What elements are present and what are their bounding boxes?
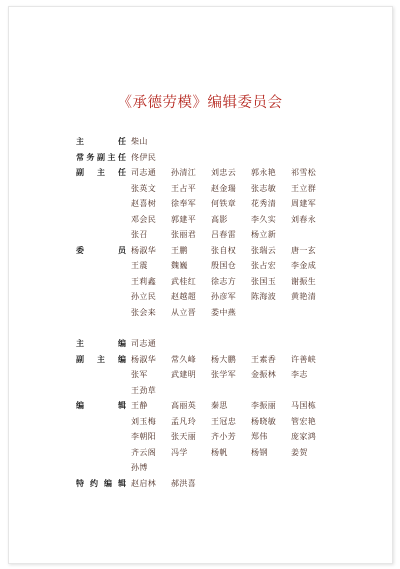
member-name: 王劲草 [131,385,157,395]
roster-row [76,336,336,352]
member-name: 秦思 [211,401,228,410]
member-name: 齐小芳 [211,432,237,441]
member-names [131,460,171,476]
member-name: 柴山 [131,137,148,146]
member-name: 司志通 [131,339,157,348]
role-label [76,460,126,476]
member-name: 张丽君 [171,230,197,239]
role-label [76,181,126,197]
member-name: 武桂红 [171,276,197,286]
member-name: 张召 [131,230,148,239]
role-label [76,398,126,414]
member-name: 祁雪松 [291,168,317,177]
role-label-char: 主 [107,152,116,162]
member-names [131,150,171,166]
member-name: 武建明 [171,370,197,379]
member-names [131,383,171,399]
role-label-char: 任 [118,137,126,147]
member-name: 杨立新 [251,230,277,239]
member-name: 刘忠云 [211,168,237,177]
role-label-char: 主 [76,339,84,349]
member-name: 杨晓敏 [251,416,277,426]
member-names [131,336,171,352]
member-names [131,289,331,305]
role-label-char: 主 [97,354,105,364]
role-label [76,352,126,368]
member-name: 李朝阳 [131,432,157,441]
member-name: 何铁章 [211,199,237,208]
role-label [76,212,126,228]
member-name: 齐云阁 [131,447,157,457]
member-name: 孙立民 [131,292,157,301]
member-names [131,258,331,274]
role-label [76,258,126,274]
role-label-char: 编 [104,478,112,488]
roster-row [76,398,336,414]
role-label-char: 编 [76,401,84,411]
member-name: 庞家鸿 [291,432,317,441]
member-name: 黄艳清 [291,292,317,301]
member-name: 孟凡玲 [171,416,197,426]
member-name: 徐志方 [211,276,237,286]
roster-row [76,429,336,445]
member-name: 王素香 [251,354,277,364]
member-name: 张瑞云 [251,245,277,255]
member-name: 张学军 [211,370,237,379]
roster-row [76,165,336,181]
member-names [131,196,331,212]
member-name: 张自权 [211,245,237,255]
member-names [131,305,251,321]
member-name: 周建军 [291,199,317,208]
member-name: 张会来 [131,307,157,317]
member-name: 孙彦军 [211,292,237,301]
member-names [131,367,331,383]
member-name: 王静 [131,401,148,410]
role-label-char: 副 [97,152,105,162]
member-name: 刘玉梅 [131,416,157,426]
member-names [131,476,211,492]
member-name: 吕春雷 [211,230,237,239]
member-names [131,212,331,228]
member-names [131,134,171,150]
role-label [76,227,126,243]
role-label-char: 辑 [118,401,126,411]
member-name: 赵启林 [131,478,157,488]
roster-row [76,243,336,259]
editorial-section [76,336,336,491]
member-name: 常久峰 [171,354,197,364]
member-name: 王占平 [171,183,197,193]
member-name: 郑伟 [251,432,268,441]
member-name: 刘春永 [291,214,317,224]
member-name: 李金成 [291,261,317,270]
member-name: 高丽英 [171,401,197,410]
member-name: 张志敏 [251,183,277,193]
roster-row [76,212,336,228]
member-name: 张国玉 [251,276,277,286]
member-name: 金振林 [251,370,277,379]
roster-row [76,476,336,492]
role-label [76,414,126,430]
roster-row [76,181,336,197]
member-name: 杨大鹏 [211,354,237,364]
role-label [76,445,126,461]
roster-row [76,414,336,430]
member-name: 杨淑华 [131,354,157,364]
role-label [76,150,126,166]
member-names [131,243,331,259]
role-label-char: 约 [90,478,98,488]
member-name: 管宏艳 [291,416,317,426]
roster-row [76,227,336,243]
member-names [131,181,331,197]
member-name: 花秀清 [251,199,277,208]
roster-row [76,258,336,274]
roster-row [76,445,336,461]
member-name: 马国栋 [291,401,317,410]
role-label-char: 辑 [118,478,126,488]
member-name: 徐奉军 [171,199,197,208]
role-label-char: 任 [118,152,126,162]
roster-row [76,352,336,368]
role-label-char: 常 [76,152,84,162]
member-name: 王立群 [291,183,317,193]
member-name: 赵喜树 [131,199,157,208]
role-label-char: 副 [76,354,84,364]
member-name: 杨帆 [211,447,228,457]
role-label [76,165,126,181]
committee-section [76,134,336,320]
role-label [76,134,126,150]
member-name: 姜贺 [291,447,308,457]
member-name: 赵越超 [171,292,197,301]
member-name: 张军 [131,370,148,379]
member-name: 郭永艳 [251,168,277,177]
member-names [131,274,331,290]
member-name: 冯学 [171,447,188,457]
member-name: 孙博 [131,463,148,472]
member-name: 王震 [131,261,148,270]
role-label-char: 副 [76,168,84,178]
member-name: 李志 [291,370,308,379]
role-label [76,429,126,445]
member-names [131,398,331,414]
member-name: 赵金瑞 [211,183,237,193]
member-names [131,227,291,243]
roster-row [76,367,336,383]
member-name: 许善峡 [291,354,317,364]
member-names [131,429,331,445]
role-label [76,336,126,352]
role-label-char: 委 [76,245,84,255]
member-name: 孙清江 [171,168,197,177]
role-label-char: 特 [76,478,84,488]
member-name: 张英文 [131,183,157,193]
role-label-char: 编 [118,339,126,349]
role-label-char: 主 [97,168,105,178]
roster-row [76,196,336,212]
member-names [131,445,331,461]
member-name: 杨淑华 [131,245,157,255]
role-label-char: 员 [118,245,126,255]
member-name: 郝洪喜 [171,478,197,488]
role-label [76,243,126,259]
member-name: 张天丽 [171,432,197,441]
member-name: 王莉鑫 [131,276,157,286]
member-name: 高影 [211,214,228,224]
member-name: 司志通 [131,168,157,177]
page-title: 《承德劳模》编辑委员会 [117,95,283,111]
member-names [131,352,331,368]
member-name: 谢振生 [291,276,317,286]
role-label-char: 主 [76,137,84,147]
roster-row [76,383,336,399]
role-label [76,274,126,290]
role-label [76,383,126,399]
role-label-char: 务 [86,152,95,162]
roster-row [76,305,336,321]
member-name: 李久实 [251,214,277,224]
member-name: 王冠忠 [211,416,237,426]
member-name: 殷国仓 [211,261,237,270]
member-name: 魏巍 [171,261,188,270]
member-name: 陈海波 [251,292,277,301]
member-name: 娄中燕 [211,307,237,317]
member-name: 唐一玄 [291,245,317,255]
member-name: 李振丽 [251,401,277,410]
member-name: 杨钢 [251,447,268,457]
member-name: 郭建平 [171,214,197,224]
member-name: 张占宏 [251,261,277,270]
roster-row [76,134,336,150]
role-label [76,305,126,321]
roster-row [76,460,336,476]
role-label [76,367,126,383]
member-name: 从立晋 [171,307,197,317]
role-label-char: 编 [118,354,126,364]
member-names [131,165,331,181]
role-label [76,289,126,305]
roster-row [76,274,336,290]
member-name: 王鹏 [171,245,188,255]
member-names [131,414,331,430]
role-label [76,196,126,212]
roster-row [76,150,336,166]
member-name: 佟伊民 [131,152,157,162]
member-name: 邓会民 [131,214,157,224]
roster-row [76,289,336,305]
role-label-char: 任 [118,168,126,178]
role-label [76,476,126,492]
